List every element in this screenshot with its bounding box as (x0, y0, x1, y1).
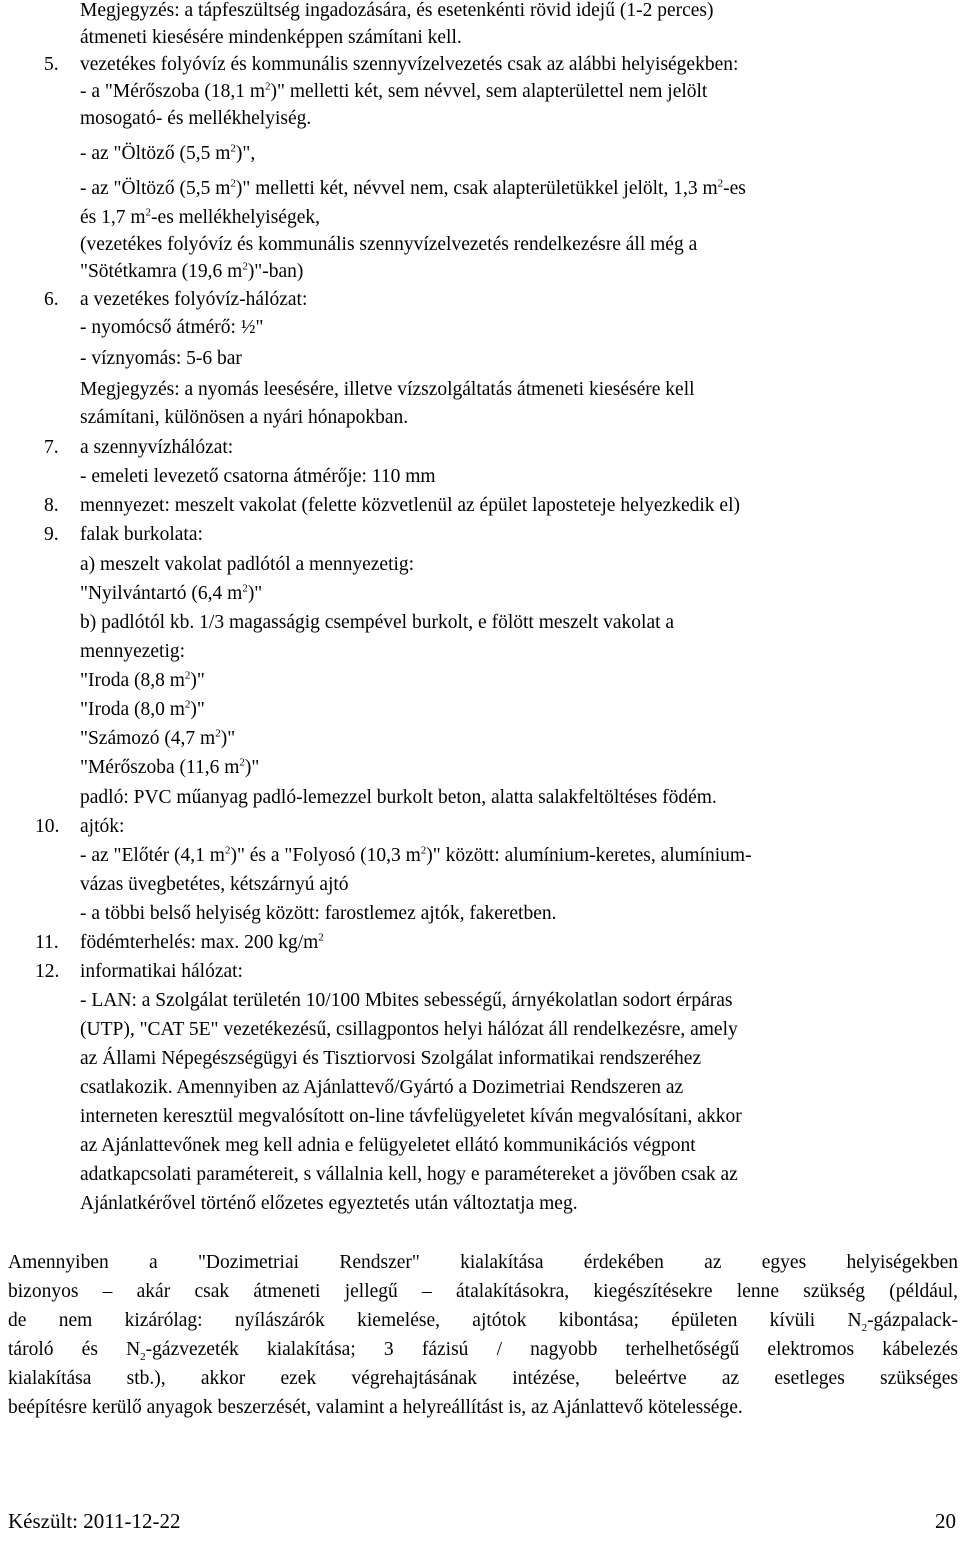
item-12-line: (UTP), "CAT 5E" vezetékezésű, csillagpontos helyi hálózat áll rendelkezésre, amely (80, 1019, 738, 1040)
item-10-line: - az "Előtér (4,1 $m^2$)" és a "Folyosó (10,3 $m^2$)" között: alumínium-keretes, alumínium- (80, 844, 752, 866)
note-line: Megjegyzés: a tápfeszültség ingadozására, és esetenkénti rövid idejű (1-2 perces) (80, 0, 714, 21)
item-5-line: - az "Öltöző (5,5 $m^2$)", (80, 142, 256, 164)
item-9-line: a) meszelt vakolat padlótól a mennyezetig: (80, 554, 415, 575)
item-number: 7. (44, 437, 59, 458)
item-9-line: "Nyilvántartó (6,4 $m^2$)" (80, 582, 263, 604)
page-number: 20 (935, 1509, 956, 1533)
item-number: 11. (35, 932, 59, 953)
item-9-title: falak burkolata: (80, 524, 203, 545)
item-12-line: Ajánlatkérővel történő előzetes egyeztetés után változtatja meg. (80, 1193, 578, 1214)
paragraph-line: kialakítása stb.), akkor ezek végrehajtásának intézése, beleértve az esetleges szükséges (8, 1368, 958, 1389)
paragraph-line: tároló és $N_2$-gázvezeték kialakítása; 3 fázisú / nagyobb terhelhetőségű elektromos kábelezés (8, 1339, 959, 1363)
item-5-line: "Sötétkamra (19,6 $m^2)"-ban$) (80, 260, 304, 282)
item-9-line: mennyezetig: (80, 641, 186, 662)
item-7-line: - emeleti levezető csatorna átmérője: 110 mm (80, 466, 436, 487)
item-12-line: adatkapcsolati paramétereit, s vállalnia kell, hogy e paramétereket a jövőben csak az (80, 1164, 738, 1185)
item-number: 6. (44, 289, 59, 310)
item-10-title: ajtók: (80, 816, 125, 837)
item-6-title: a vezetékes folyóvíz-hálózat: (80, 289, 308, 310)
paragraph-line: de nem kizárólag: nyílászárók kiemelése, ajtótok kibontása; épületen kívüli $N_2-gázpalack-$ (8, 1310, 958, 1334)
item-number: 5. (44, 54, 59, 75)
item-5-line: mosogató- és mellékhelyiség. (80, 108, 312, 129)
paragraph-line: beépítésre kerülő anyagok beszerzését, valamint a helyreállítást is, az Ajánlattevő kötelessége. (8, 1397, 743, 1418)
item-12-line: csatlakozik. Amennyiben az Ajánlattevő/Gyártó a Dozimetriai Rendszeren az (80, 1077, 684, 1098)
item-12-line: az Állami Népegészségügyi és Tisztiorvosi Szolgálat informatikai rendszeréhez (80, 1048, 702, 1069)
item-6-line: számítani, különösen a nyári hónapokban. (80, 407, 409, 428)
item-10-line: - a többi belső helyiség között: farostlemez ajtók, fakeretben. (80, 903, 557, 924)
item-5-line: - a "Mérőszoba (18,1 $m^2$)" melletti két, sem névvel, sem alapterülettel nem jelölt (80, 80, 708, 102)
note-line: átmeneti kiesésére mindenképpen számítani kell. (80, 27, 462, 48)
item-5-line: és 1,7 $m^2-es$ mellékhelyiségek, (80, 206, 320, 228)
item-6-line: - víznyomás: 5-6 bar (80, 348, 242, 369)
item-12-line: - LAN: a Szolgálat területén 10/100 Mbites sebességű, árnyékolatlan sodort érpáras (80, 990, 733, 1011)
item-6-line: Megjegyzés: a nyomás leesésére, illetve vízszolgáltatás átmeneti kiesésére kell (80, 379, 695, 400)
item-8-text: mennyezet: meszelt vakolat (felette közvetlenül az épület laposteteje helyezkedik el) (80, 495, 740, 516)
item-number: 12. (35, 961, 60, 982)
item-9-line: "Számozó (4,7 $m^2$)" (80, 727, 236, 749)
item-6-line: - nyomócső átmérő: ½" (80, 317, 264, 338)
item-12-title: informatikai hálózat: (80, 961, 243, 982)
item-7-title: a szennyvízhálózat: (80, 437, 234, 458)
item-number: 9. (44, 524, 59, 545)
item-9-line: "Mérőszoba (11,6 $m^2$)" (80, 756, 260, 778)
item-9-line: "Iroda (8,0 $m^2$)" (80, 698, 205, 720)
item-12-line: interneten keresztül megvalósított on-line távfelügyeletet kíván megvalósítani, akkor (80, 1106, 742, 1127)
item-5-title: vezetékes folyóvíz és kommunális szennyvízelvezetés csak az alábbi helyiségekben: (80, 54, 739, 75)
item-number: 8. (44, 495, 59, 516)
footer-date: Készült: 2011-12-22 (8, 1509, 181, 1533)
item-10-line: vázas üvegbetétes, kétszárnyú ajtó (80, 874, 349, 895)
item-9-line: b) padlótól kb. 1/3 magasságig csempével burkolt, e fölött meszelt vakolat a (80, 612, 675, 633)
item-9-line: padló: PVC műanyag padló-lemezzel burkolt beton, alatta salakfeltöltéses födém. (80, 787, 717, 808)
item-11-text: födémterhelés: max. 200 $kg/m^2$ (80, 931, 324, 953)
item-12-line: az Ajánlattevőnek meg kell adnia e felügyeletet ellátó kommunikációs végpont (80, 1135, 696, 1156)
paragraph-line: Amennyiben a "Dozimetriai Rendszer" kialakítása érdekében az egyes helyiségekben (8, 1252, 958, 1273)
item-5-line: - az "Öltöző (5,5 $m^2$)" melletti két, névvel nem, csak alapterületükkel jelölt, 1,3 $m^2-es$ (80, 177, 746, 199)
item-9-line: "Iroda (8,8 $m^2$)" (80, 669, 205, 691)
paragraph-line: bizonyos – akár csak átmeneti jellegű – átalakításokra, kiegészítésekre lenne szükség (például, (8, 1281, 958, 1302)
item-number: 10. (35, 816, 60, 837)
item-5-line: (vezetékes folyóvíz és kommunális szennyvízelvezetés rendelkezésre áll még a (80, 234, 698, 255)
